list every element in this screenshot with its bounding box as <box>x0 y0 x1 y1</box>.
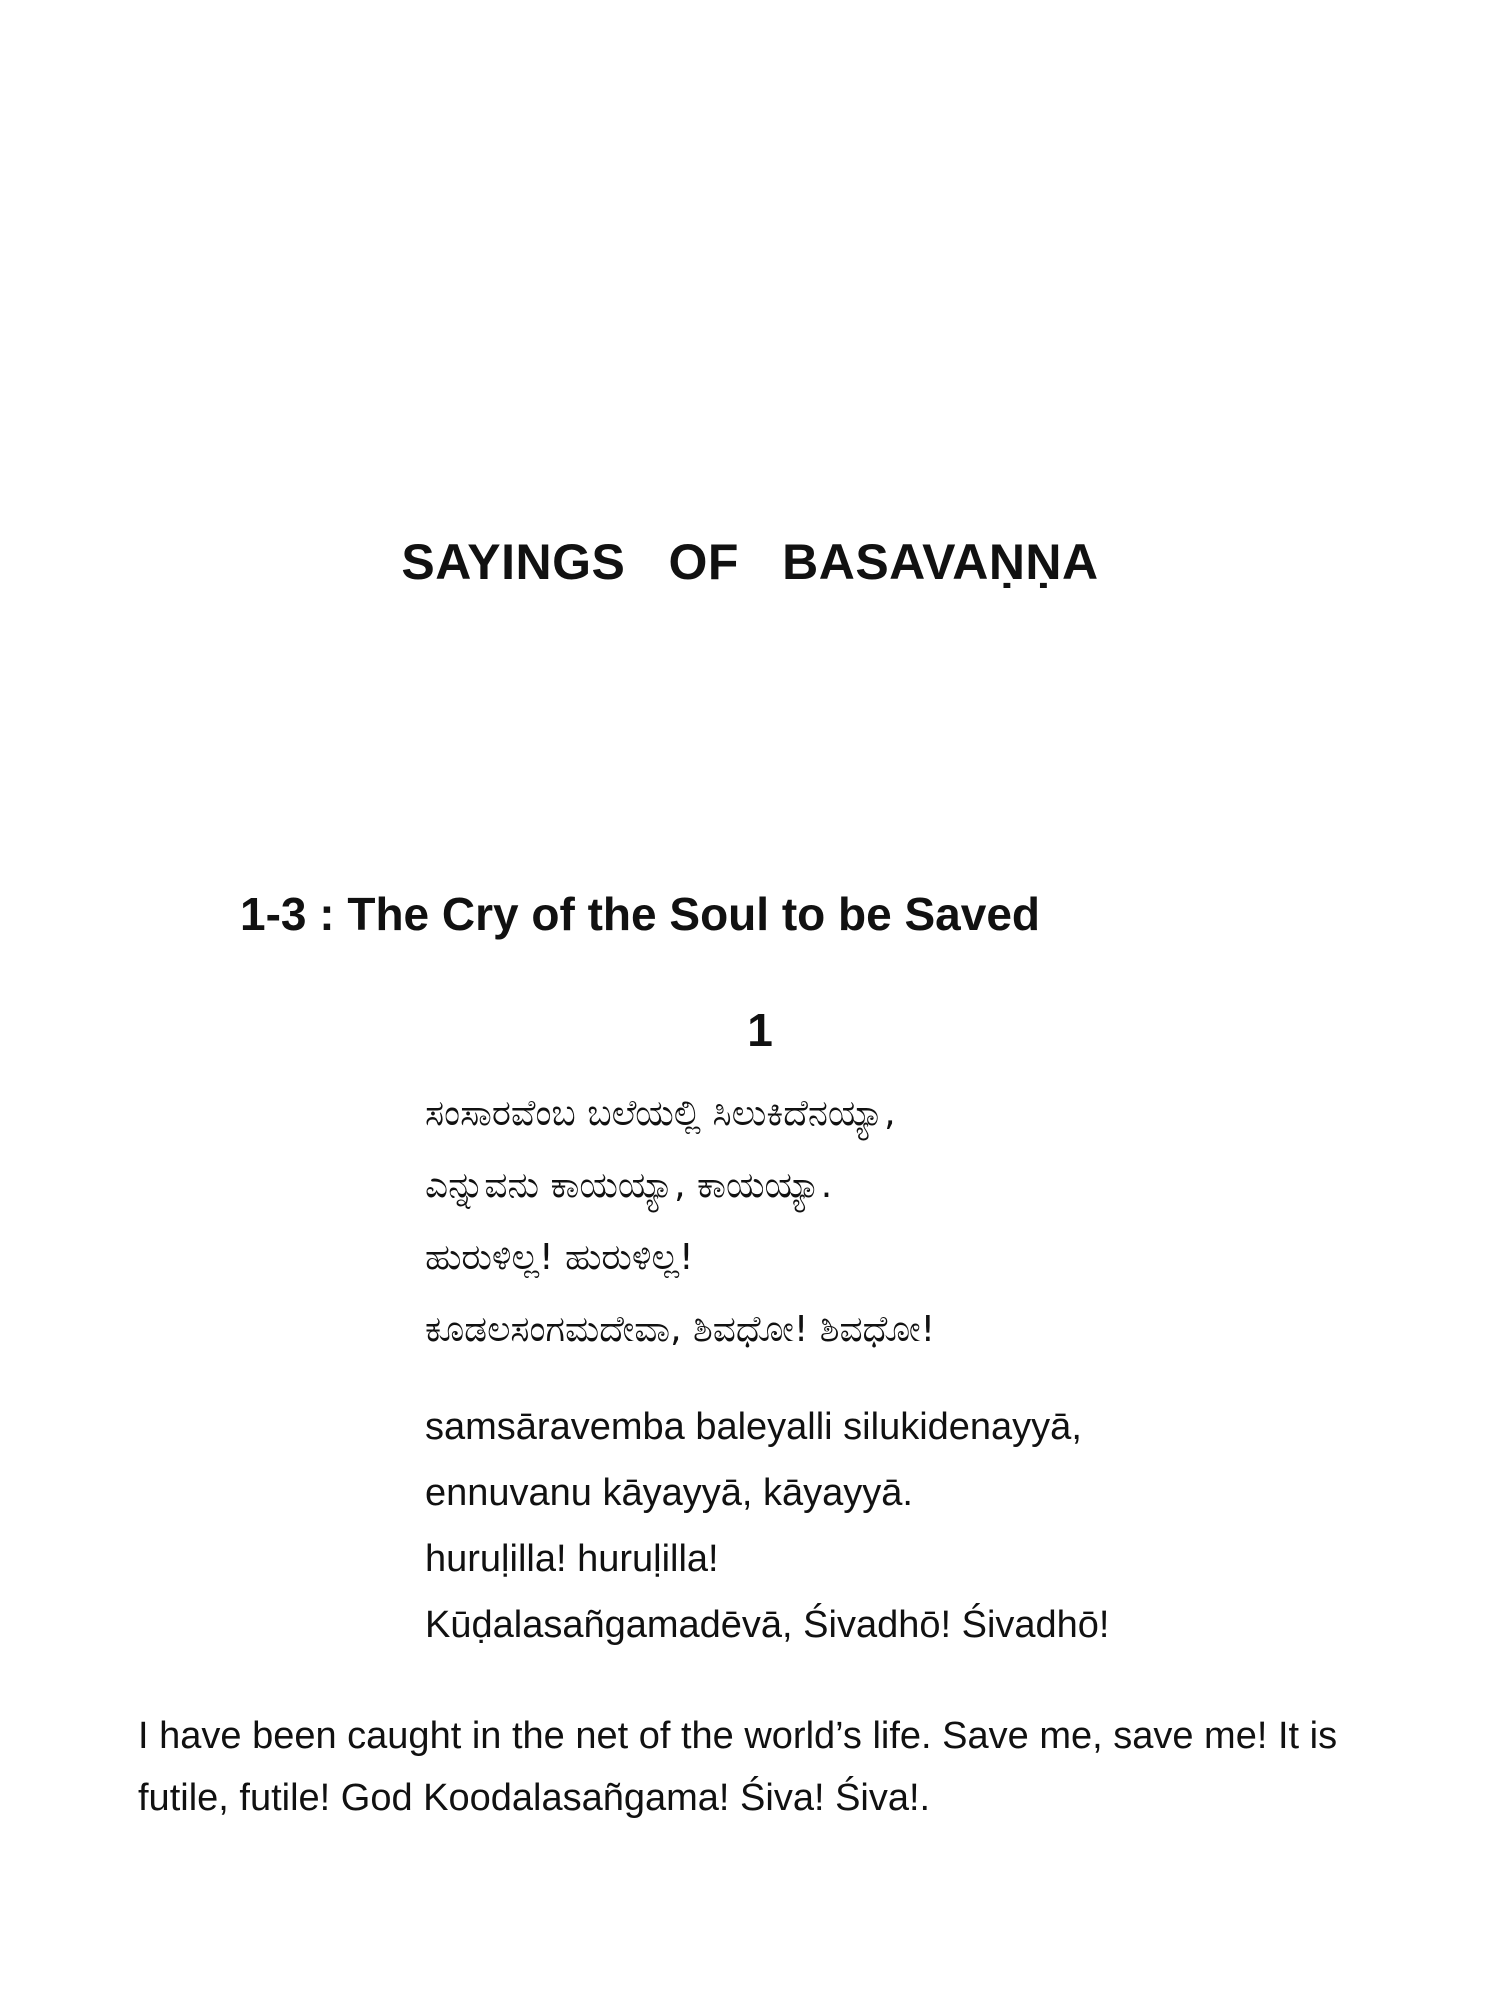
kannada-line: ಕೂಡಲಸಂಗಮದೇವಾ, ಶಿವಧೋ! ಶಿವಧೋ! <box>425 1309 936 1350</box>
kannada-verse <box>425 1078 935 1366</box>
english-translation: I have been caught in the net of the world’s life. Save me, save me! It is futile, futile! God Koodalasañgama! Śiva! Śiva!. <box>138 1715 1338 1819</box>
transliteration-line: Kūḍalasañgamadēvā, Śivadhō! Śivadhō! <box>425 1604 1110 1646</box>
transliteration-line: samsāravemba baleyalli silukidenayyā, <box>425 1406 1082 1448</box>
transliteration-verse <box>425 1394 1109 1658</box>
section-heading: 1-3 : The Cry of the Soul to be Saved <box>240 888 1041 940</box>
transliteration-line: huruḷilla! huruḷilla! <box>425 1538 719 1580</box>
book-title: SAYINGS OF BASAVAṆṆA <box>401 534 1099 590</box>
kannada-line: ಹುರುಳಿಲ್ಲ! ಹುರುಳಿಲ್ಲ! <box>425 1237 694 1278</box>
kannada-line: ಸಂಸಾರವೆಂಬ ಬಲೆಯಲ್ಲಿ ಸಿಲುಕಿದೆನಯ್ಯಾ, <box>425 1093 896 1134</box>
verse-number: 1 <box>747 1004 773 1056</box>
transliteration-line: ennuvanu kāyayyā, kāyayyā. <box>425 1472 913 1514</box>
kannada-line: ಎನ್ನುವನು ಕಾಯಯ್ಯಾ, ಕಾಯಯ್ಯಾ. <box>425 1165 833 1206</box>
